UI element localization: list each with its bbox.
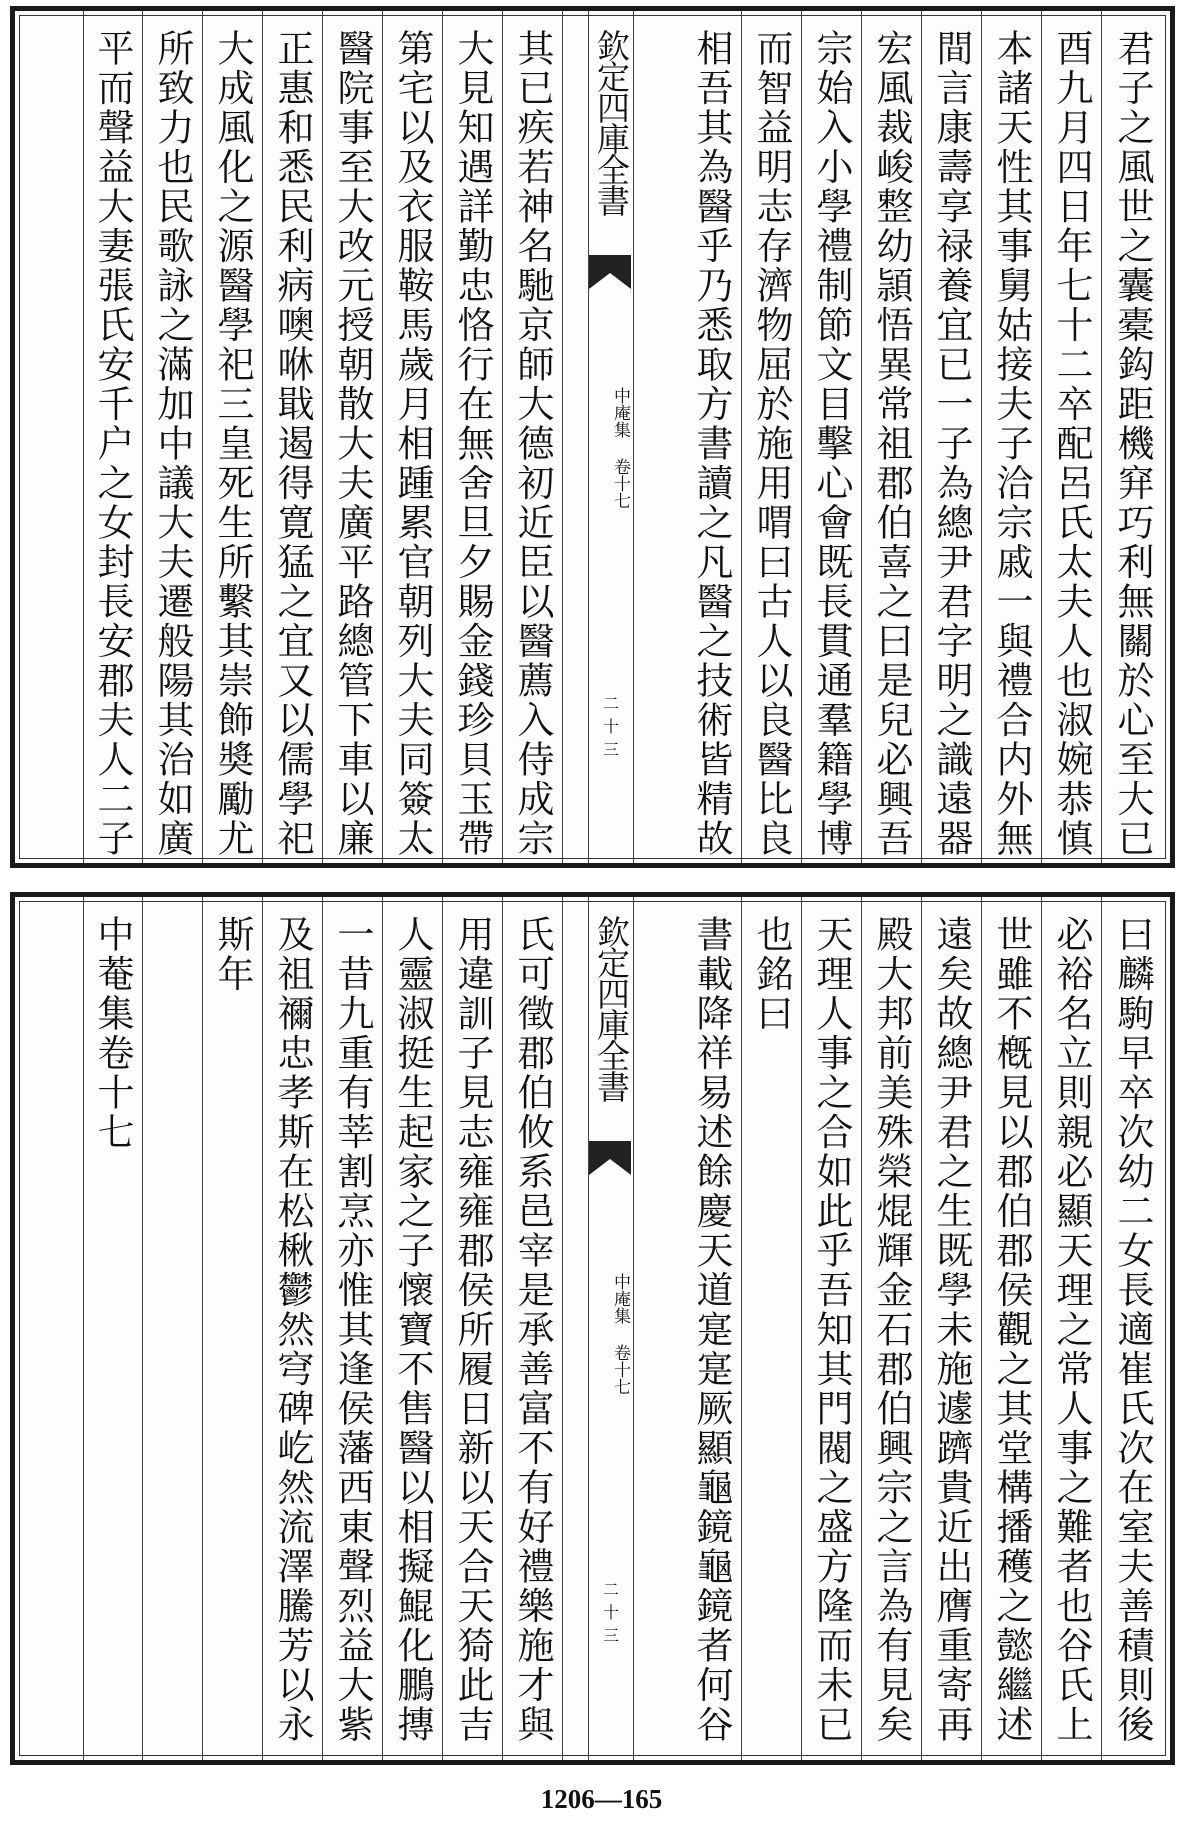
- text-column: 而智益明志存濟物屈於施用喟曰古人以良醫比良: [742, 11, 802, 863]
- page-top: [10, 6, 1175, 868]
- text-column: 用違訓子見志雍雍郡侯所履日新以天合天猗此吉: [443, 897, 503, 1760]
- text-column: 宗始入小學禮制節文目擊心會既長貫通羣籍學博: [802, 11, 862, 863]
- text-column: 世雖不槪見以郡伯郡侯觀之其堂構播穫之懿繼述: [982, 897, 1042, 1760]
- text-column: 一昔九重有莘割烹亦惟其逢侯藩西東聲烈益大紫: [323, 897, 383, 1760]
- text-column: 其已疾若神名馳京師大德初近臣以醫薦入侍成宗: [503, 11, 563, 863]
- text-column: 也銘曰: [742, 897, 802, 1760]
- center-spine: [588, 897, 634, 1760]
- text-column: 人靈淑挺生起家之子懷寶不售醫以相擬鯤化鵬摶: [383, 897, 443, 1760]
- text-column: 大見知遇詳勤忠恪行在無舍旦夕賜金錢珍貝玉帶: [443, 11, 503, 863]
- book-title: 欽定四庫全書: [592, 29, 631, 215]
- right-half-text: [622, 897, 1162, 1760]
- text-column: 酉九月四日年七十二卒配呂氏太夫人也淑婉恭慎: [1042, 11, 1102, 863]
- fish-tail-ornament: [589, 255, 631, 289]
- text-column: 書載降祥易述餘慶天道寔寔厥顯龜鏡龜鏡者何谷: [682, 897, 742, 1760]
- text-column: 正惠和悉民利病噢咻戢遏得寛猛之宜又以儒學祀: [263, 11, 323, 863]
- text-column: 本諸天性其事舅姑接夫子洽宗戚一與禮合内外無: [982, 11, 1042, 863]
- text-column: 宏風裁峻整幼頴悟異常祖郡伯喜之曰是兒必興吾: [862, 11, 922, 863]
- text-column: 殿大邦前美殊榮焜輝金石郡伯興宗之言為有見矣: [862, 897, 922, 1760]
- right-half-text: [622, 11, 1162, 863]
- text-column: 曰麟駒早卒次幼二女長適崔氏次在室夫善積則後: [1111, 915, 1154, 1745]
- page-number: 1206—165: [540, 1784, 663, 1814]
- text-column: 必裕名立則親必顯天理之常人事之難者也谷氏上: [1042, 897, 1102, 1760]
- text-column: 天理人事之合如此乎吾知其門閥之盛方隆而未已: [802, 897, 862, 1760]
- text-column: 第宅以及衣服鞍馬歲月相踵累官朝列大夫同簽太: [383, 11, 443, 863]
- text-column: 醫院事至大改元授朝散大夫廣平路總管下車以廉: [323, 11, 383, 863]
- text-column: 斯年: [203, 897, 263, 1760]
- folio-number: 二十三: [602, 1580, 619, 1645]
- text-column: 及祖禰忠孝斯在松楸鬱然穹碑屹然流澤騰芳以永: [263, 897, 323, 1760]
- text-column: 平而聲益大妻張氏安千户之女封長安郡夫人二子: [83, 11, 143, 863]
- text-column: 中菴集卷十七: [83, 897, 143, 1760]
- volume-label: 中庵集 卷十七: [610, 1273, 630, 1395]
- text-column: [143, 897, 203, 1760]
- center-spine: [588, 11, 634, 863]
- volume-label: 中庵集 卷十七: [610, 387, 630, 509]
- text-column: 大成風化之源醫學祀三皇死生所繫其崇飾奬勵尤: [203, 11, 263, 863]
- fish-tail-ornament: [589, 1141, 631, 1175]
- left-half-text: [23, 11, 563, 863]
- text-column: 氏可徵郡伯攸系邑宰是承善富不有好禮樂施才與: [503, 897, 563, 1760]
- text-column: 相吾其為醫乎乃悉取方書讀之凡醫之技術皆精故: [682, 11, 742, 863]
- folio-number: 二十三: [602, 694, 619, 759]
- text-column: 君子之風世之囊橐鈎距機穽巧利無關於心至大已: [1111, 29, 1154, 859]
- page-bottom: [10, 892, 1175, 1765]
- text-column: 間言康壽享禄養宜已一子為總尹君字明之識遠器: [922, 11, 982, 863]
- text-column: 所致力也民歌詠之滿加中議大夫遷般陽其治如廣: [143, 11, 203, 863]
- book-title: 欽定四庫全書: [592, 915, 631, 1101]
- text-column: 遠矣故總尹君之生既學未施遽躋貴近出膺重寄再: [922, 897, 982, 1760]
- left-half-text: [23, 897, 563, 1760]
